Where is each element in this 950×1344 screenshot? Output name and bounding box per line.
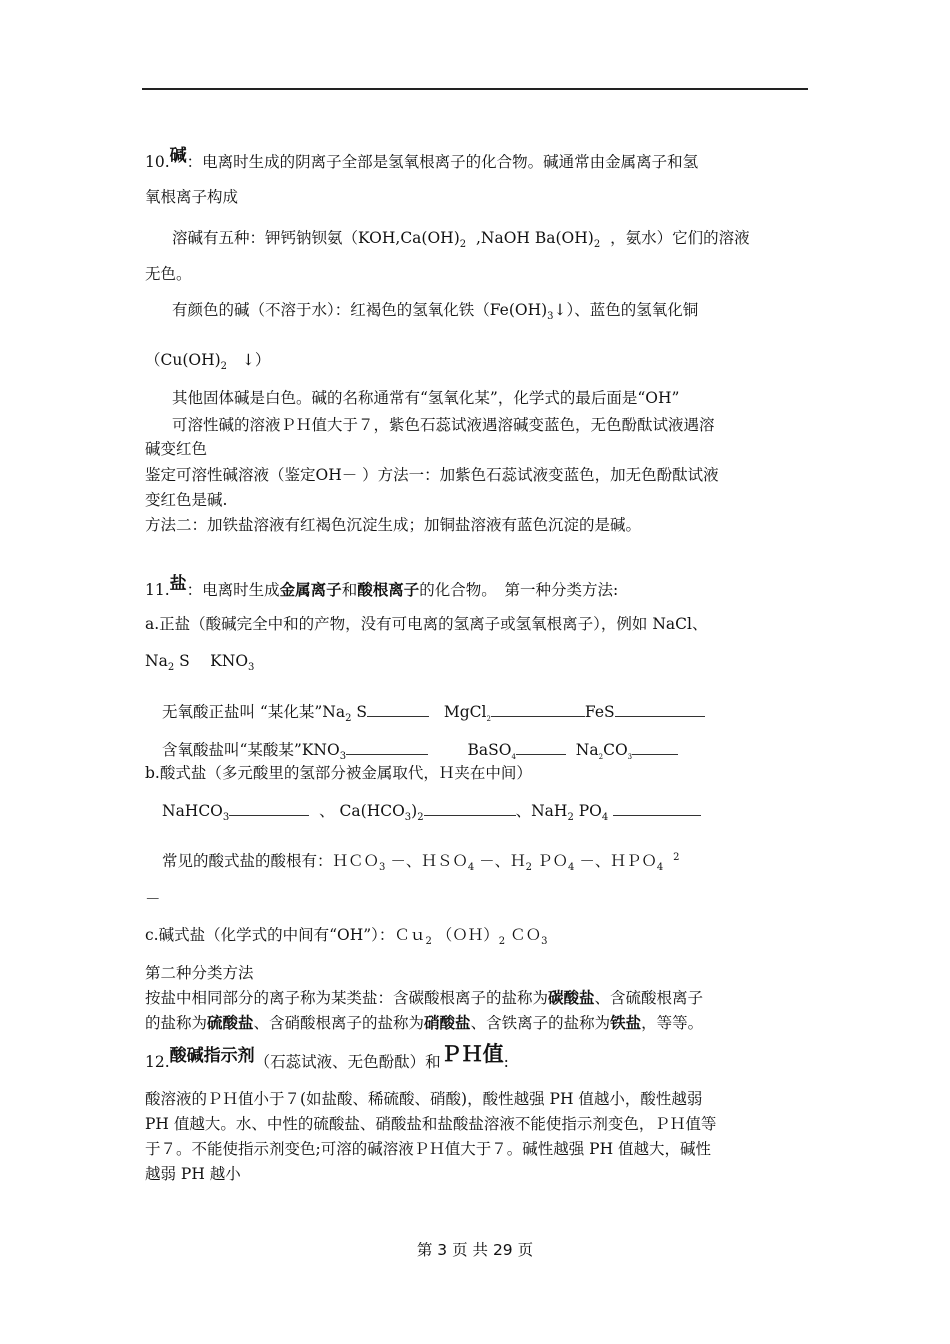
subscript: 2 <box>598 753 604 761</box>
s12-heading-line <box>145 1041 509 1072</box>
text: ↓）、蓝色的氢氧化铜 <box>553 301 699 319</box>
s10-colored-cont <box>145 350 270 370</box>
subscript: 2 <box>220 361 228 372</box>
subscript: 2 <box>459 239 467 250</box>
text: －、ＨＰＯ <box>579 852 657 870</box>
text: ：电离时生成 <box>186 581 280 599</box>
s10-ph-cont: 碱变红色 <box>145 440 208 458</box>
fill-blank[interactable] <box>424 801 516 816</box>
text: ，氨水）它们的溶液 <box>610 229 750 247</box>
s11-classify-line <box>145 988 703 1008</box>
text: c.碱式盐（化学式的中间有“OH”）：Ｃｕ <box>145 926 426 944</box>
subscript: 2 <box>525 862 533 873</box>
s11-heading-line <box>145 574 619 600</box>
text: FeS <box>584 703 615 721</box>
s11-normal-salt: a.正盐（酸碱完全中和的产物，没有可电离的氢离子或氢氧根离子），例如 NaCl、 <box>145 615 708 633</box>
text: －、Ｈ <box>479 852 526 870</box>
text: 的盐称为 <box>145 1014 208 1032</box>
s11-acid-radicals-cont: － <box>145 890 161 908</box>
s12-para-line-4: 越弱 PH 越小 <box>145 1165 241 1183</box>
s10-identify-line: 鉴定可溶性碱溶液（鉴定OH－ ）方法一：加紫色石蕊试液变蓝色，加无色酚酞试液 <box>145 466 719 484</box>
text: ，等等。 <box>641 1014 704 1032</box>
fill-blank[interactable] <box>367 702 429 717</box>
section-number: 12. <box>145 1053 170 1071</box>
s10-definition-cont: 氧根离子构成 <box>145 188 239 206</box>
s11-acid-salt: b.酸式盐（多元酸里的氢部分被金属取代，Ｈ夹在中间） <box>145 764 532 782</box>
s11-acid-radicals <box>162 851 679 871</box>
text: ＣＯ <box>510 926 542 944</box>
s10-ph-line: 可溶性碱的溶液ＰＨ值大于７，紫色石蕊试液遇溶碱变蓝色，无色酚酞试液遇溶 <box>172 416 715 434</box>
text: 的化合物。 第一种分类方法: <box>419 581 619 599</box>
section-title: 盐 <box>169 574 187 594</box>
text: （Cu(OH) <box>145 351 221 369</box>
text: ) <box>411 802 418 820</box>
text: ↓） <box>241 351 271 369</box>
page-footer: 第 3 页 共 29 页 <box>416 1241 534 1259</box>
header-rule <box>142 88 808 90</box>
subscript: 2 <box>345 713 352 724</box>
subscript: 3 <box>379 862 386 873</box>
bold-term: 碳酸盐 <box>548 988 595 1007</box>
text: 、NaH <box>515 802 568 820</box>
subscript: 4 <box>511 753 516 761</box>
bold-term: 硫酸盐 <box>207 1013 254 1032</box>
s11-basic-salt <box>145 925 547 945</box>
fill-blank[interactable] <box>229 801 309 816</box>
s12-para-line-3: 于７。不能使指示剂变色;可溶的碱溶液ＰＨ值大于７。碱性越强 PH 值越大，碱性 <box>145 1140 712 1158</box>
subscript: 4 <box>656 862 664 873</box>
subscript: 3 <box>339 751 347 762</box>
s10-identify-cont: 变红色是碱. <box>145 491 228 509</box>
subscript: 4 <box>601 812 609 823</box>
bold-term: 硝酸盐 <box>424 1013 471 1032</box>
text: ,NaOH Ba(OH) <box>475 229 594 247</box>
text: －、ＨＳＯ <box>390 852 468 870</box>
text: 无氧酸正盐叫 “某化某”Na <box>162 703 346 721</box>
fill-blank[interactable] <box>346 740 428 755</box>
s12-para-line-1: 酸溶液的ＰＨ值小于７(如盐酸、稀硫酸、硝酸)，酸性越强 PH 值越小，酸性越弱 <box>145 1090 703 1108</box>
fill-blank[interactable] <box>632 740 678 755</box>
text: BaSO <box>467 741 512 759</box>
text: 含氧酸盐叫“某酸某”KNO <box>162 741 340 759</box>
section-number: 11. <box>145 581 170 599</box>
subscript: 2 <box>167 662 175 673</box>
subscript: 2 <box>498 936 506 947</box>
s11-second-method: 第二种分类方法 <box>145 964 254 982</box>
subscript: 2 <box>567 812 574 823</box>
text: CO <box>603 741 628 759</box>
fill-blank[interactable] <box>491 702 585 717</box>
text: ＰＯ <box>536 852 568 870</box>
text: 、含硝酸根离子的盐称为 <box>253 1014 425 1032</box>
fill-blank[interactable] <box>613 801 701 816</box>
subscript: 3 <box>248 662 255 673</box>
subscript: 2 <box>417 812 424 823</box>
s11-oxygen-free-salt <box>162 702 705 722</box>
section-number: 10. <box>145 153 170 171</box>
text: : <box>503 1053 509 1071</box>
s12-para-line-2: PH 值越大。水、中性的硫酸盐、硝酸盐和盐酸盐溶液不能使指示剂变色，ＰＨ值等 <box>145 1115 717 1133</box>
subscript: 4 <box>467 862 475 873</box>
s10-heading-line <box>145 146 699 172</box>
section-title: 碱 <box>169 146 187 166</box>
text: 、含铁离子的盐称为 <box>470 1014 611 1032</box>
s11-acid-salt-examples <box>162 801 701 821</box>
s10-colored-bases <box>172 300 698 320</box>
subscript: 3 <box>541 936 548 947</box>
text: 溶碱有五种：钾钙钠钡氨（KOH,Ca(OH) <box>172 229 460 247</box>
text: 有颜色的碱（不溶于水）：红褐色的氢氧化铁（Fe(OH) <box>172 301 548 319</box>
superscript: 2 <box>673 852 680 863</box>
text: 和 <box>341 581 358 599</box>
subscript: 2 <box>425 936 432 947</box>
s11-classify-cont <box>145 1013 703 1033</box>
s10-definition: ：电离时生成的阴离子全部是氢氧根离子的化合物。碱通常由金属离子和氢 <box>186 153 699 171</box>
text: 、含硫酸根离子 <box>594 989 704 1007</box>
s10-soluble-cont: 无色。 <box>145 265 192 283</box>
s11-normal-salt-cont <box>145 651 254 671</box>
text: （ＯＨ） <box>436 926 499 944</box>
subscript: 2 <box>486 715 491 723</box>
s11-oxy-salt <box>162 740 678 760</box>
bold-term: 酸根离子 <box>357 580 420 599</box>
fill-blank[interactable] <box>516 740 566 755</box>
subscript: 3 <box>404 812 412 823</box>
text: Na <box>575 741 599 759</box>
subscript: 2 <box>593 239 601 250</box>
text: 、 Ca(HCO <box>319 802 405 820</box>
text: PO <box>578 802 602 820</box>
subscript: 4 <box>568 862 575 873</box>
text: 按盐中相同部分的离子称为某类盐：含碳酸根离子的盐称为 <box>145 989 549 1007</box>
fill-blank[interactable] <box>615 702 705 717</box>
subscript: 3 <box>222 812 230 823</box>
subscript: 3 <box>627 753 633 761</box>
s10-other-bases: 其他固体碱是白色。碱的名称通常有“氢氧化某”，化学式的最后面是“OH” <box>172 389 680 407</box>
section-title: 酸碱指示剂 <box>169 1046 255 1066</box>
text: 常见的酸式盐的酸根有：ＨＣＯ <box>162 852 380 870</box>
text: （石蕊试液、无色酚酞）和 <box>254 1053 441 1071</box>
text: S <box>356 703 368 721</box>
text: S KNO <box>179 652 249 670</box>
bold-term: 金属离子 <box>279 580 342 599</box>
bold-term: 铁盐 <box>610 1013 642 1032</box>
section-title: ＰＨ值 <box>440 1041 504 1066</box>
s10-soluble-bases <box>172 228 750 248</box>
text: MgCl <box>438 703 487 721</box>
text: Na <box>145 652 168 670</box>
text: NaHCO <box>162 802 223 820</box>
s10-method-two: 方法二：加铁盐溶液有红褐色沉淀生成；加铜盐溶液有蓝色沉淀的是碱。 <box>145 516 642 534</box>
subscript: 3 <box>547 311 554 322</box>
